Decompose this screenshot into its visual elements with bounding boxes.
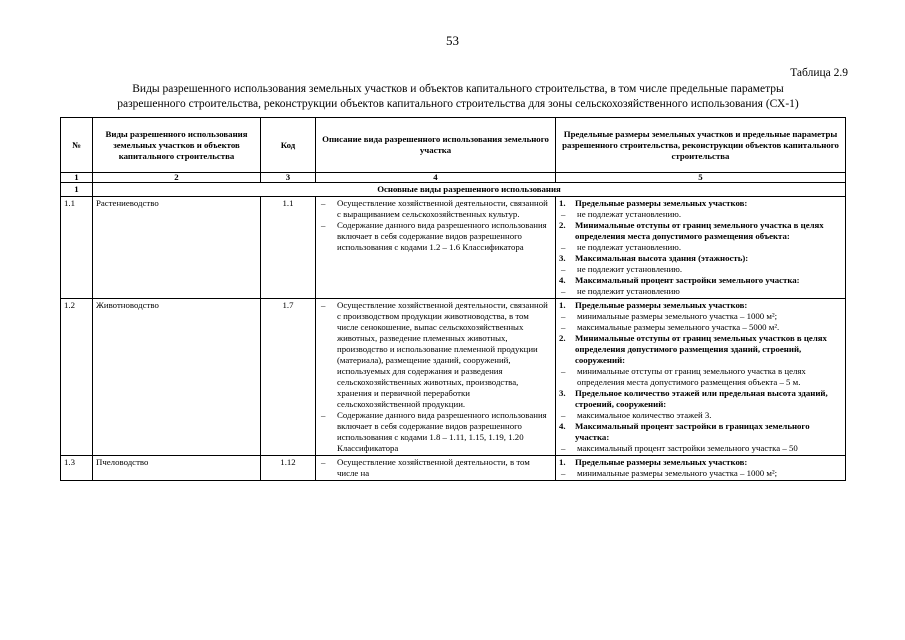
parameter-number: 1. (559, 300, 566, 310)
section-title: Основные виды разрешенного использования (93, 183, 846, 197)
parameter-title: Предельное количество этажей или предельная высота зданий, строений, сооружений: (575, 388, 828, 409)
header-desc: Описание вида разрешенного использования земельного участка (316, 118, 556, 173)
section-num: 1 (61, 183, 93, 197)
parameter-number: 4. (559, 275, 566, 285)
parameter-values (559, 468, 842, 479)
parameter-number: 3. (559, 253, 566, 263)
parameter-values (559, 410, 842, 421)
table-caption (40, 82, 876, 112)
row-number: 1.3 (61, 456, 93, 481)
caption-line-1: Виды разрешенного использования земельных участков и объектов капитального строительства, в том числе предельные параметры (132, 83, 784, 95)
limit-parameters (556, 299, 846, 456)
header-limits: Предельные размеры земельных участков и предельные параметры разрешенного строительства, реконструкции объектов капитального строительства (556, 118, 846, 173)
parameter-number: 2. (559, 333, 566, 343)
parameter-heading (559, 388, 842, 410)
header-row (61, 118, 846, 173)
parameter-value: – минимальные размеры земельного участка – 1000 м²; (561, 468, 842, 479)
zoning-table (60, 117, 846, 481)
parameter-value: – максимальный процент застройки земельного участка – 50 (561, 443, 842, 454)
col-number: 3 (261, 173, 316, 183)
parameter-values (559, 443, 842, 454)
description-item: – Осуществление хозяйственной деятельности, связанной с выращиванием сельскохозяйственных культур. (321, 198, 552, 220)
col-number: 1 (61, 173, 93, 183)
use-code: 1.1 (261, 197, 316, 299)
parameter-number: 3. (559, 388, 566, 398)
parameter-heading (559, 275, 842, 286)
column-number-row (61, 173, 846, 183)
description-item: – Содержание данного вида разрешенного использования включает в себя содержание видов разрешенного использования с кодами 1.8 – 1.11, 1.15, 1.19, 1.20 Классификатора (321, 410, 552, 454)
parameter-title: Минимальные отступы от границ земельного участка в целях определения места допустимого размещения объекта: (575, 220, 824, 241)
parameter-value: – минимальные отступы от границ земельного участка в целях определения места допустимого размещения объекта – 5 м. (561, 366, 842, 388)
table-row (61, 456, 846, 481)
use-kind: Растениеводство (93, 197, 261, 299)
parameter-values (559, 242, 842, 253)
use-kind: Пчеловодство (93, 456, 261, 481)
limit-parameters (556, 456, 846, 481)
use-description (316, 299, 556, 456)
col-number: 2 (93, 173, 261, 183)
header-code: Код (261, 118, 316, 173)
limit-parameters (556, 197, 846, 299)
parameter-number: 2. (559, 220, 566, 230)
parameter-value: – минимальные размеры земельного участка – 1000 м²; (561, 311, 842, 322)
parameter-value: – не подлежит установлению. (561, 264, 842, 275)
description-list (319, 198, 552, 253)
parameter-number: 1. (559, 198, 566, 208)
table-label: Таблица 2.9 (790, 67, 848, 79)
parameter-values (559, 264, 842, 275)
caption-line-2: разрешенного строительства, реконструкции объектов капитального строительства для зоны сельскохозяйственного использования (СХ-1) (117, 98, 799, 110)
parameter-value: – не подлежат установлению. (561, 242, 842, 253)
parameter-title: Максимальный процент застройки в границах земельного участка: (575, 421, 810, 442)
col-number: 5 (556, 173, 846, 183)
parameter-value: – не подлежит установлению (561, 286, 842, 297)
parameter-title: Максимальный процент застройки земельного участка: (575, 275, 800, 285)
use-description (316, 197, 556, 299)
use-kind: Животноводство (93, 299, 261, 456)
table-row (61, 299, 846, 456)
parameter-heading (559, 220, 842, 242)
description-list (319, 300, 552, 454)
section-row (61, 183, 846, 197)
description-item: – Осуществление хозяйственной деятельности, связанной с производством продукции животноводства, в том числе сенокошение, выпас сельскохозяйственных животных, разведение племенных животных, производство и использование племенной продукции (материала), размещение зданий, сооружений, используемых для содержания и разведения сельскохозяйственных животных, производства, хранения и первичной переработки сельскохозяйственной продукции. (321, 300, 552, 410)
parameter-heading (559, 300, 842, 311)
parameter-values (559, 366, 842, 388)
parameter-title: Минимальные отступы от границ земельных участков в целях определения допустимого размещения зданий, строений, сооружений: (575, 333, 827, 365)
description-list (319, 457, 552, 479)
header-kind: Виды разрешенного использования земельных участков и объектов капитального строительства (93, 118, 261, 173)
parameter-title: Максимальная высота здания (этажность): (575, 253, 749, 263)
table-row (61, 197, 846, 299)
parameter-values (559, 311, 842, 333)
parameter-number: 1. (559, 457, 566, 467)
use-description (316, 456, 556, 481)
description-item: – Осуществление хозяйственной деятельности, в том числе на (321, 457, 552, 479)
parameter-title: Предельные размеры земельных участков: (575, 300, 748, 310)
parameter-values (559, 209, 842, 220)
header-num: № (61, 118, 93, 173)
parameter-number: 4. (559, 421, 566, 431)
parameter-heading (559, 457, 842, 468)
parameter-values (559, 286, 842, 297)
row-number: 1.2 (61, 299, 93, 456)
col-number: 4 (316, 173, 556, 183)
use-code: 1.12 (261, 456, 316, 481)
parameter-value: – максимальные размеры земельного участка – 5000 м². (561, 322, 842, 333)
parameter-heading (559, 198, 842, 209)
row-number: 1.1 (61, 197, 93, 299)
parameter-heading (559, 253, 842, 264)
use-code: 1.7 (261, 299, 316, 456)
parameter-title: Предельные размеры земельных участков: (575, 198, 748, 208)
parameter-heading (559, 333, 842, 366)
parameter-value: – не подлежат установлению. (561, 209, 842, 220)
page-number: 53 (446, 33, 459, 48)
parameter-value: – максимальное количество этажей 3. (561, 410, 842, 421)
description-item: – Содержание данного вида разрешенного использования включает в себя содержание видов разрешенного использования с кодами 1.2 – 1.6 Классификатора (321, 220, 552, 253)
parameter-title: Предельные размеры земельных участков: (575, 457, 748, 467)
parameter-heading (559, 421, 842, 443)
